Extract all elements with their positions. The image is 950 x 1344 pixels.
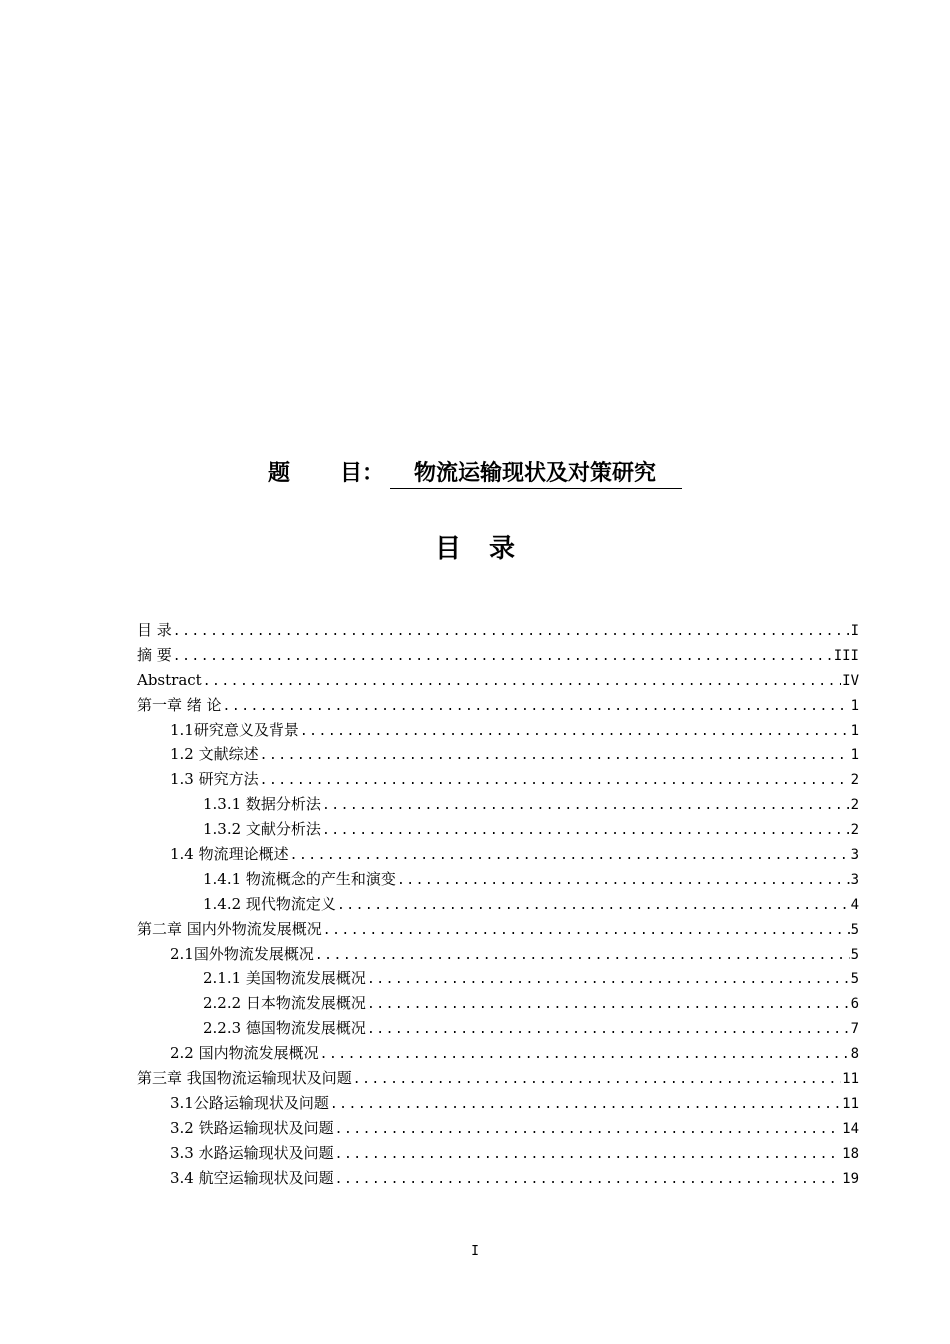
- toc-entry-page: 11: [842, 1071, 859, 1088]
- toc-entry-page: 18: [842, 1145, 859, 1162]
- title-label-part2: 目：: [339, 460, 384, 486]
- toc-leader-dots: [320, 1043, 850, 1068]
- toc-entry-page: 2: [850, 797, 859, 814]
- toc-entry-title: 第二章 国内外物流发展概况: [137, 919, 322, 938]
- toc-entry-page: IV: [842, 672, 859, 689]
- toc-entry[interactable]: [137, 991, 859, 1016]
- toc-entry-page: 19: [842, 1170, 859, 1187]
- toc-entry-page: 3: [850, 847, 859, 864]
- toc-entry-page: 1: [850, 697, 859, 714]
- toc-entry-title: 2.1.1 美国物流发展概况: [203, 969, 366, 988]
- toc-leader-dots: [367, 1018, 850, 1043]
- toc-leader-dots: [315, 944, 850, 969]
- toc-entry[interactable]: [137, 618, 859, 643]
- toc-entry[interactable]: [137, 917, 859, 942]
- toc-entry-page: 14: [842, 1120, 859, 1137]
- toc-entry[interactable]: [137, 643, 859, 668]
- toc-entry-title: 1.1研究意义及背景: [170, 720, 299, 739]
- toc-entry-page: 8: [850, 1046, 859, 1063]
- toc-entry[interactable]: [137, 1041, 859, 1066]
- toc-entry-page: 5: [850, 971, 859, 988]
- toc-entry[interactable]: [137, 966, 859, 991]
- toc-entry-page: 5: [850, 946, 859, 963]
- table-of-contents: [137, 618, 859, 1190]
- toc-leader-dots: [203, 670, 841, 695]
- toc-leader-dots: [322, 819, 850, 844]
- toc-entry-page: 1: [850, 722, 859, 739]
- toc-leader-dots: [322, 794, 850, 819]
- toc-entry[interactable]: [137, 693, 859, 718]
- toc-entry[interactable]: [137, 718, 859, 743]
- toc-entry-title: 3.3 水路运输现状及问题: [170, 1143, 334, 1162]
- document-title-line: [0, 456, 950, 490]
- toc-leader-dots: [323, 919, 850, 944]
- toc-entry-title: 2.1国外物流发展概况: [170, 944, 314, 963]
- toc-entry-title: 第三章 我国物流运输现状及问题: [137, 1069, 352, 1088]
- toc-entry[interactable]: [137, 792, 859, 817]
- toc-leader-dots: [367, 993, 850, 1018]
- toc-leader-dots: [173, 645, 833, 670]
- toc-entry-page: 11: [842, 1095, 859, 1112]
- toc-entry-title: 1.3.2 文献分析法: [203, 820, 321, 839]
- footer-page-number: I: [471, 1244, 479, 1259]
- toc-entry-title: 目 录: [137, 621, 172, 639]
- toc-entry-title: 1.3.1 数据分析法: [203, 795, 321, 814]
- toc-entry[interactable]: [137, 1066, 859, 1091]
- toc-leader-dots: [337, 894, 850, 919]
- toc-leader-dots: [330, 1093, 841, 1118]
- toc-entry-title: 3.4 航空运输现状及问题: [170, 1168, 334, 1187]
- toc-entry[interactable]: [137, 742, 859, 767]
- toc-leader-dots: [260, 769, 850, 794]
- toc-entry[interactable]: [137, 842, 859, 867]
- title-label-part1: 题: [267, 460, 290, 486]
- toc-entry-page: 7: [850, 1021, 859, 1038]
- toc-entry-page: 4: [850, 896, 859, 913]
- toc-leader-dots: [300, 720, 850, 745]
- toc-entry-page: 6: [850, 996, 859, 1013]
- toc-leader-dots: [260, 744, 850, 769]
- toc-entry-page: 3: [850, 871, 859, 888]
- toc-entry[interactable]: [137, 1091, 859, 1116]
- toc-entry-title: 2.2.3 德国物流发展概况: [203, 1019, 366, 1038]
- toc-entry-page: 5: [850, 921, 859, 938]
- toc-leader-dots: [397, 869, 850, 894]
- toc-entry[interactable]: [137, 892, 859, 917]
- toc-leader-dots: [335, 1143, 842, 1168]
- toc-entry-title: 1.4.1 物流概念的产生和演变: [203, 869, 396, 888]
- toc-entry-title: 2.2.2 日本物流发展概况: [203, 994, 366, 1013]
- toc-entry[interactable]: [137, 1116, 859, 1141]
- toc-entry[interactable]: [137, 1141, 859, 1166]
- toc-entry-page: III: [833, 647, 859, 664]
- toc-entry[interactable]: [137, 867, 859, 892]
- toc-entry[interactable]: [137, 1016, 859, 1041]
- toc-leader-dots: [335, 1118, 842, 1143]
- toc-entry-title: 1.4 物流理论概述: [170, 845, 289, 864]
- toc-entry[interactable]: [137, 668, 859, 693]
- toc-entry[interactable]: [137, 942, 859, 967]
- toc-entry-title: 3.1公路运输现状及问题: [170, 1093, 329, 1112]
- toc-entry-page: 2: [850, 822, 859, 839]
- toc-leader-dots: [367, 968, 850, 993]
- toc-entry[interactable]: [137, 817, 859, 842]
- toc-leader-dots: [353, 1068, 841, 1093]
- toc-entry-title: 摘 要: [137, 645, 172, 664]
- toc-entry-page: 1: [850, 747, 859, 764]
- toc-entry-title: 第一章 绪 论: [137, 695, 222, 714]
- toc-entry[interactable]: [137, 767, 859, 792]
- toc-entry-title: Abstract: [137, 670, 202, 689]
- toc-heading: 目录: [434, 534, 543, 564]
- toc-entry-page: 2: [850, 772, 859, 789]
- toc-entry-title: 1.3 研究方法: [170, 770, 259, 789]
- toc-entry[interactable]: [137, 1166, 859, 1191]
- document-title-value: 物流运输现状及对策研究: [390, 458, 682, 489]
- toc-entry-title: 1.4.2 现代物流定义: [203, 894, 336, 913]
- toc-entry-title: 3.2 铁路运输现状及问题: [170, 1118, 334, 1137]
- toc-leader-dots: [290, 844, 850, 869]
- toc-entry-title: 1.2 文献综述: [170, 745, 259, 764]
- toc-leader-dots: [173, 620, 850, 645]
- toc-entry-title: 2.2 国内物流发展概况: [170, 1044, 319, 1063]
- toc-leader-dots: [335, 1168, 842, 1193]
- toc-leader-dots: [223, 695, 850, 720]
- toc-entry-page: I: [850, 623, 859, 639]
